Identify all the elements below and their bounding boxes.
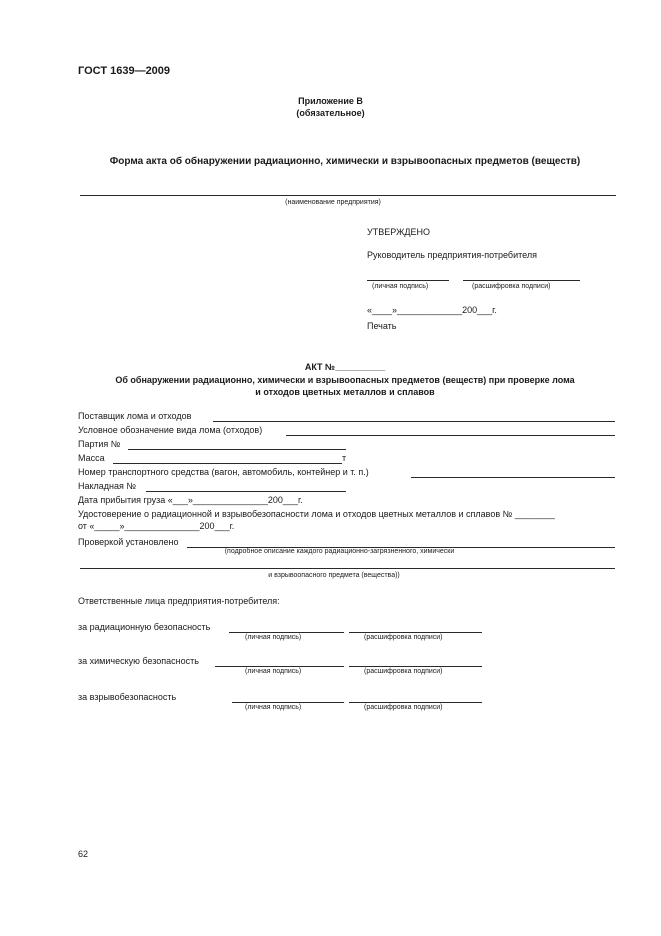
vehicle-line [411, 477, 615, 478]
act-title-line2: и отходов цветных металлов и сплавов [255, 387, 435, 397]
radiation-decoding-line [349, 632, 482, 633]
batch-label: Партия № [78, 439, 121, 449]
act-number: АКТ №__________ [304, 362, 386, 372]
explosion-decoding-line [349, 702, 482, 703]
certificate-line1: Удостоверение о радиационной и взрывобезопасности лома и отходов цветных металлов и сплавов № ________ [78, 509, 555, 519]
waybill-line [146, 491, 346, 492]
act-title-line1: Об обнаружении радиационно, химически и взрывоопасных предметов (веществ) при проверке лома [115, 375, 575, 385]
explosion-signature-caption: (личная подпись) [245, 704, 302, 711]
vehicle-label: Номер транспортного средства (вагон, автомобиль, контейнер и т. п.) [78, 467, 369, 477]
chemical-label: за химическую безопасность [78, 656, 199, 666]
head-label: Руководитель предприятия-потребителя [367, 250, 537, 260]
radiation-signature-caption: (личная подпись) [245, 634, 302, 641]
inspection-line2 [80, 568, 615, 569]
enterprise-caption: (наименование предприятия) [285, 199, 381, 206]
certificate-line2: от «_____»_______________200___г. [78, 521, 235, 531]
scrap-code-line [286, 435, 615, 436]
chemical-decoding-line [349, 666, 482, 667]
mass-unit: т [342, 453, 347, 463]
head-decoding-line [463, 280, 580, 281]
approved-label: УТВЕРЖДЕНО [367, 227, 431, 237]
waybill-label: Накладная № [78, 481, 137, 491]
stamp-label: Печать [367, 321, 397, 331]
head-decoding-caption: (расшифровка подписи) [472, 283, 551, 290]
arrival-date: Дата прибытия груза «___»_______________200___г. [78, 495, 303, 505]
explosion-decoding-caption: (расшифровка подписи) [364, 704, 443, 711]
explosion-signature-line [232, 702, 344, 703]
batch-line [128, 449, 346, 450]
appendix-subtitle: (обязательное) [296, 108, 365, 118]
radiation-signature-line [229, 632, 344, 633]
chemical-signature-caption: (личная подпись) [245, 668, 302, 675]
explosion-label: за взрывобезопасность [78, 692, 177, 702]
mass-line [113, 463, 342, 464]
radiation-decoding-caption: (расшифровка подписи) [364, 634, 443, 641]
enterprise-name-line [80, 195, 616, 196]
head-signature-caption: (личная подпись) [372, 283, 429, 290]
chemical-signature-line [215, 666, 344, 667]
head-signature-line [367, 280, 449, 281]
mass-label: Масса [78, 453, 105, 463]
form-title: Форма акта об обнаружении радиационно, химически и взрывоопасных предметов (веществ) [109, 156, 581, 167]
page-number: 62 [78, 849, 89, 859]
responsible-heading: Ответственные лица предприятия-потребителя: [78, 596, 280, 606]
scrap-code-label: Условное обозначение вида лома (отходов) [78, 425, 263, 435]
inspection-caption1: (подробное описание каждого радиационно-загрязненного, химически [224, 548, 455, 555]
chemical-decoding-caption: (расшифровка подписи) [364, 668, 443, 675]
supplier-label: Поставщик лома и отходов [78, 411, 192, 421]
inspection-label: Проверкой установлено [78, 537, 179, 547]
radiation-label: за радиационную безопасность [78, 622, 211, 632]
document-code: ГОСТ 1639—2009 [78, 65, 171, 77]
inspection-caption2: и взрывоопасного предмета (вещества)) [268, 572, 400, 579]
supplier-line [213, 421, 615, 422]
appendix-title: Приложение В [298, 96, 363, 106]
approval-date: «____»_____________200___г. [367, 305, 497, 315]
